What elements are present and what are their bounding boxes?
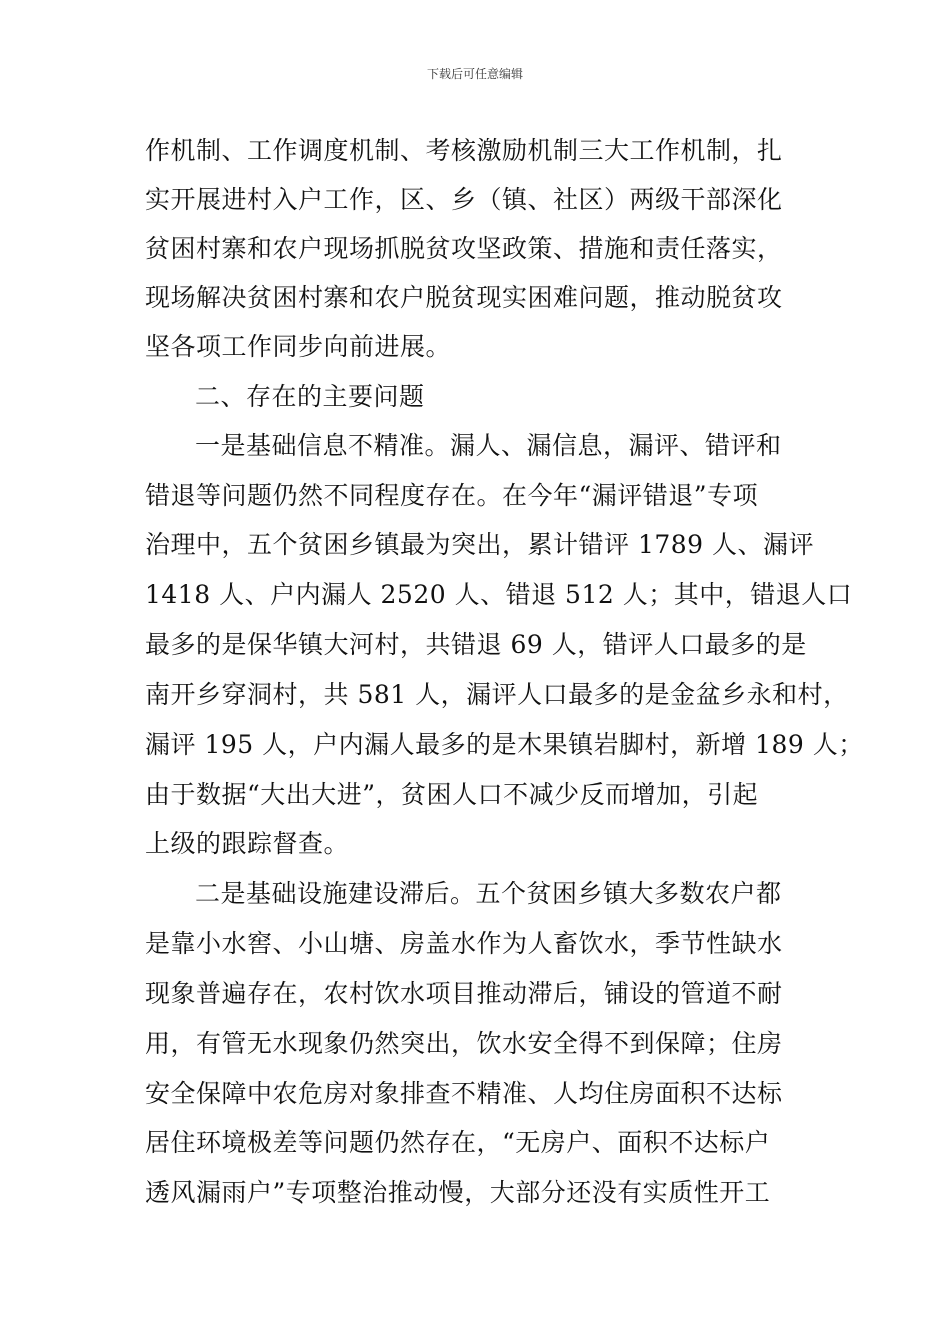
text-line: 用，有管无水现象仍然突出，饮水安全得不到保障；住房 xyxy=(145,1029,783,1058)
text-line: 治理中，五个贫困乡镇最为突出，累计错评 1789 人、漏评 xyxy=(145,530,815,559)
text-line: 现场解决贫困村寨和农户脱贫现实困难问题，推动脱贫攻 xyxy=(145,283,783,312)
text-line: 上级的跟踪督查。 xyxy=(145,829,350,858)
text-line: 坚各项工作同步向前进展。 xyxy=(145,332,452,361)
text-line: 由于数据“大出大进”，贫困人口不减少反而增加，引起 xyxy=(145,780,759,809)
section-heading: 二、存在的主要问题 xyxy=(195,382,425,411)
text-line: 南开乡穿洞村，共 581 人，漏评人口最多的是金盆乡永和村， xyxy=(145,680,849,709)
text-line: 错退等问题仍然不同程度存在。在今年“漏评错退”专项 xyxy=(145,481,759,510)
text-line: 现象普遍存在，农村饮水项目推动滞后，铺设的管道不耐 xyxy=(145,979,783,1008)
text-line: 一是基础信息不精准。漏人、漏信息，漏评、错评和 xyxy=(195,431,782,460)
text-line: 最多的是保华镇大河村，共错退 69 人，错评人口最多的是 xyxy=(145,630,807,659)
text-line: 1418 人、户内漏人 2520 人、错退 512 人；其中，错退人口 xyxy=(145,580,853,609)
text-line: 透风漏雨户”专项整治推动慢，大部分还没有实质性开工 xyxy=(145,1178,771,1207)
text-line: 实开展进村入户工作，区、乡（镇、社区）两级干部深化 xyxy=(145,185,783,214)
text-line: 是靠小水窖、小山塘、房盖水作为人畜饮水，季节性缺水 xyxy=(145,929,783,958)
text-line: 作机制、工作调度机制、考核激励机制三大工作机制，扎 xyxy=(145,136,783,165)
text-line: 居住环境极差等问题仍然存在，“无房户、面积不达标户 xyxy=(145,1128,771,1157)
text-line: 二是基础设施建设滞后。五个贫困乡镇大多数农户都 xyxy=(195,879,782,908)
text-line: 安全保障中农危房对象排查不精准、人均住房面积不达标 xyxy=(145,1079,783,1108)
text-line: 漏评 195 人，户内漏人最多的是木果镇岩脚村，新增 189 人； xyxy=(145,730,864,759)
text-line: 贫困村寨和农户现场抓脱贫攻坚政策、措施和责任落实， xyxy=(145,234,783,263)
page-header: 下载后可任意编辑 xyxy=(426,67,523,81)
